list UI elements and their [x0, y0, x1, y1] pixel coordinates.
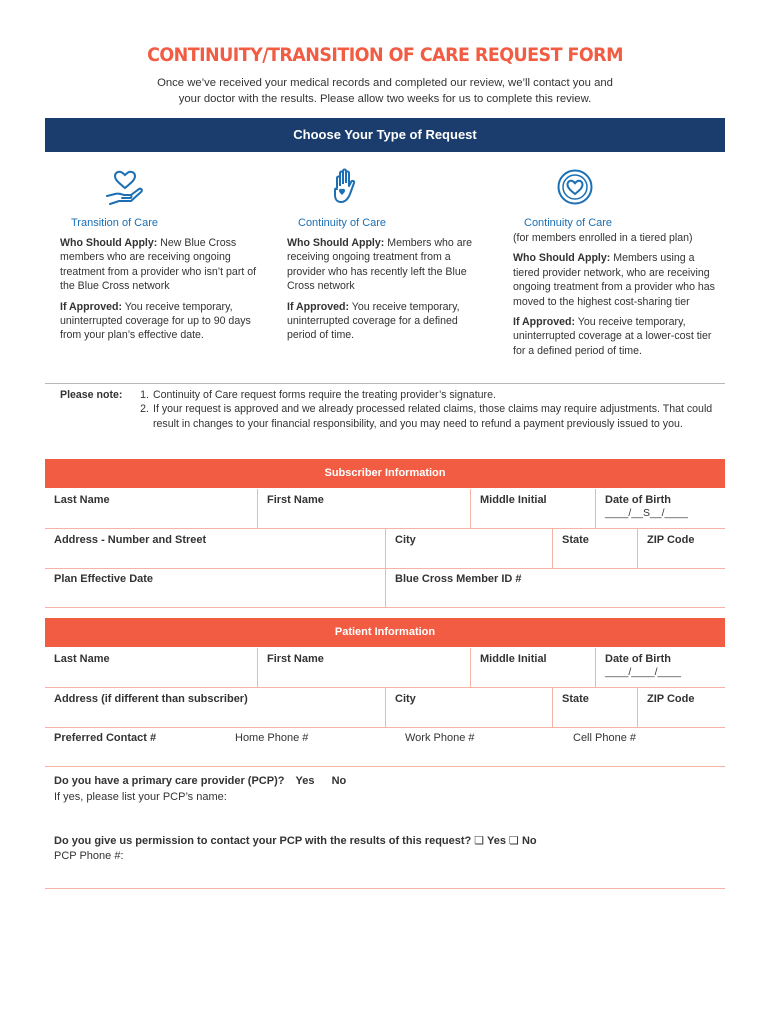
field-label: Address (if different than subscriber)	[54, 693, 248, 705]
intro-line-2: your doctor with the results. Please allow two weeks for us to complete this review.	[178, 93, 592, 105]
heart-in-hand-icon	[105, 168, 145, 208]
subscriber-row-plan	[45, 568, 725, 608]
field-label: Last Name	[54, 494, 110, 506]
approved-text: You receive temporary, uninterrupted coverage for a defined period of time.	[287, 300, 460, 342]
cell-phone-field[interactable]: Cell Phone #	[573, 732, 636, 744]
note-number: 2.	[140, 403, 149, 416]
divider	[45, 888, 725, 889]
dob-blank: ____/____/____	[605, 666, 681, 678]
approved-label: If Approved:	[513, 316, 575, 329]
patient-address-field[interactable]	[45, 688, 385, 727]
subscriber-row-address	[45, 529, 725, 569]
field-label: City	[395, 693, 416, 705]
note-text: Continuity of Care request forms require the treating provider’s signature.	[153, 389, 496, 401]
who-label: Who Should Apply:	[287, 237, 385, 249]
note-text: If your request is approved and we already processed related claims, those claims may require adjustments. That could result in changes to your financial responsibility, and you may need to refund a payment previously issued to you.	[153, 403, 713, 430]
pcp-yes-option[interactable]: Yes	[295, 775, 315, 787]
field-label: ZIP Code	[647, 693, 695, 705]
subscriber-city-field[interactable]	[385, 529, 552, 568]
subscriber-last-name-field[interactable]	[45, 489, 257, 528]
patient-row-name	[45, 648, 725, 688]
option-title: Continuity of Care	[524, 217, 613, 229]
note-number: 1.	[140, 389, 149, 401]
subscriber-row-name	[45, 489, 725, 529]
field-label: Address - Number and Street	[54, 534, 207, 546]
patient-last-name-field[interactable]	[45, 648, 257, 687]
who-label: Who Should Apply:	[513, 252, 611, 265]
field-label: Date of Birth	[605, 653, 671, 665]
approved-text: You receive temporary, uninterrupted coverage at a lower-cost tier for a defined period of time.	[513, 316, 712, 357]
member-id-field[interactable]	[385, 568, 725, 607]
pcp-name-prompt[interactable]: If yes, please list your PCP’s name:	[54, 791, 227, 803]
hand-heart-icon	[331, 168, 363, 210]
preferred-contact-label: Preferred Contact #	[54, 732, 157, 744]
note-item	[138, 402, 718, 431]
subscriber-first-name-field[interactable]	[257, 489, 470, 528]
who-text: Members using a tiered provider network, who are receiving ongoing treatment from a provider who has moved to the highest cost-sharing tier	[513, 252, 715, 308]
please-note	[45, 383, 725, 430]
subscriber-section-header: Subscriber Information	[45, 459, 725, 488]
who-label: Who Should Apply:	[60, 237, 158, 249]
subscriber-address-field[interactable]	[45, 529, 385, 568]
pcp-no-option[interactable]: No	[331, 775, 347, 787]
intro-line-1: Once we’ve received your medical records and completed our review, we’ll contact you and	[157, 77, 613, 89]
heart-circle-icon	[556, 168, 594, 206]
field-label: Last Name	[54, 653, 110, 665]
note-item	[138, 388, 718, 402]
pcp-permission-question[interactable]: Do you give us permission to contact your PCP with the results of this request? ❏ Yes ❏ No	[54, 835, 537, 847]
option-subtitle: (for members enrolled in a tiered plan)	[513, 232, 693, 244]
page-title: CONTINUITY/TRANSITION OF CARE REQUEST FORM	[147, 44, 623, 66]
patient-city-field[interactable]	[385, 688, 552, 727]
field-label: Date of Birth	[605, 494, 671, 506]
patient-zip-field[interactable]	[637, 688, 725, 727]
field-label: State	[562, 534, 589, 546]
pcp-phone-field[interactable]: PCP Phone #:	[54, 850, 124, 862]
subscriber-zip-field[interactable]	[637, 529, 725, 568]
patient-middle-initial-field[interactable]	[470, 648, 595, 687]
approved-text: You receive temporary, uninterrupted coverage for up to 90 days from your plan’s effective date.	[60, 300, 251, 342]
patient-dob-field[interactable]	[595, 648, 725, 687]
who-text: Members who are receiving ongoing treatment from a provider who has recently left the Blue Cross network	[287, 237, 473, 293]
field-label: State	[562, 693, 589, 705]
option-title: Transition of Care	[71, 217, 159, 229]
subscriber-dob-field[interactable]	[595, 489, 725, 528]
dob-blank: ____/__S__/____	[605, 507, 688, 519]
field-label: Blue Cross Member ID #	[395, 573, 522, 585]
field-label: Plan Effective Date	[54, 573, 154, 585]
intro-text	[120, 75, 650, 107]
home-phone-field[interactable]: Home Phone #	[235, 732, 309, 744]
field-label: Middle Initial	[480, 494, 547, 506]
patient-state-field[interactable]	[552, 688, 637, 727]
field-label: First Name	[267, 494, 324, 506]
approved-label: If Approved:	[287, 300, 349, 313]
who-text: New Blue Cross members who are receiving ongoing treatment from a provider who isn’t part of the Blue Cross network	[60, 237, 257, 293]
subscriber-state-field[interactable]	[552, 529, 637, 568]
patient-section-header: Patient Information	[45, 618, 725, 647]
field-label: Middle Initial	[480, 653, 547, 665]
pcp-question	[54, 775, 346, 787]
work-phone-field[interactable]: Work Phone #	[405, 732, 475, 744]
field-label: First Name	[267, 653, 324, 665]
pcp-question-text: Do you have a primary care provider (PCP)?	[54, 775, 285, 787]
patient-row-phones	[45, 727, 725, 767]
field-label: City	[395, 534, 416, 546]
patient-row-address	[45, 688, 725, 728]
subscriber-middle-initial-field[interactable]	[470, 489, 595, 528]
plan-effective-date-field[interactable]	[45, 568, 385, 607]
note-label: Please note:	[60, 389, 123, 401]
request-type-banner: Choose Your Type of Request	[45, 118, 725, 152]
field-label: ZIP Code	[647, 534, 695, 546]
approved-label: If Approved:	[60, 300, 122, 313]
patient-first-name-field[interactable]	[257, 648, 470, 687]
option-title: Continuity of Care	[298, 217, 387, 229]
